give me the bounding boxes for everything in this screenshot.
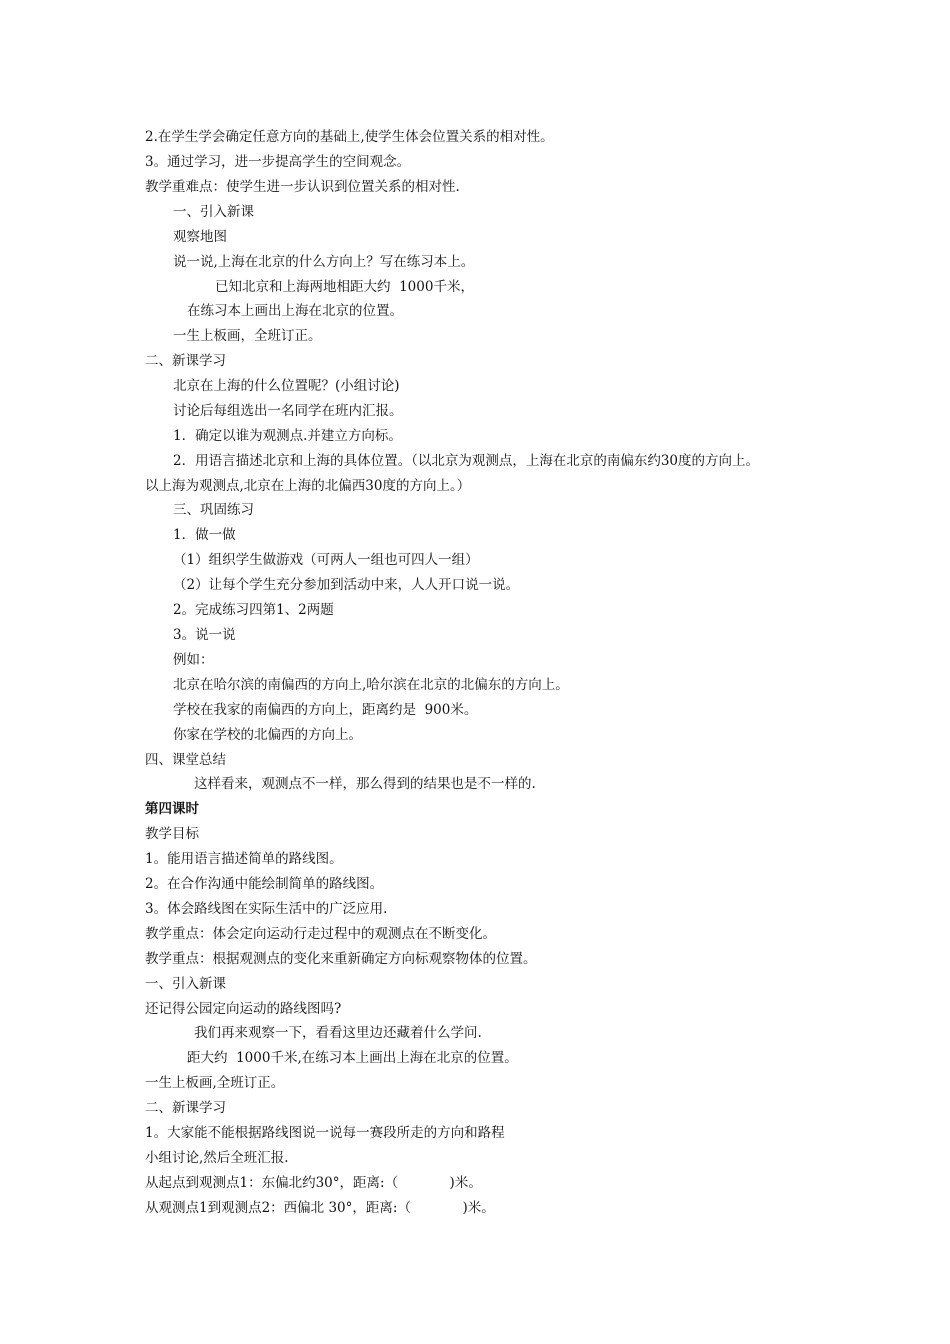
section-heading: 二、新课学习 <box>145 1100 226 1116</box>
text-line: 2。完成练习四第1、2两题 <box>173 602 334 618</box>
text-line: 学校在我家的南偏西的方向上，距离约是 900米。 <box>173 702 478 718</box>
text-line: 例如： <box>173 652 214 668</box>
section-heading: 一、引入新课 <box>173 204 254 220</box>
text-line: 我们再来观察一下，看看这里边还藏着什么学问. <box>194 1025 482 1041</box>
text-line: 一生上板画，全班订正。 <box>173 328 322 344</box>
text-line: 1。能用语言描述简单的路线图。 <box>145 851 343 867</box>
text-line: 1．确定以谁为观测点.并建立方向标。 <box>173 428 402 444</box>
text-line: 3。说一说 <box>173 627 236 643</box>
text-line: 还记得公园定向运动的路线图吗? <box>145 1001 342 1017</box>
text-line: 在练习本上画出上海在北京的位置。 <box>187 303 403 319</box>
text-line: 小组讨论,然后全班汇报. <box>145 1150 289 1166</box>
text-line: （1）组织学生做游戏（可两人一组也可四人一组） <box>173 552 479 568</box>
text-line: 教学重难点：使学生进一步认识到位置关系的相对性. <box>145 179 460 195</box>
section-heading: 二、新课学习 <box>145 353 226 369</box>
text-line: 教学重点：体会定向运动行走过程中的观测点在不断变化。 <box>145 926 496 942</box>
text-line: 从观测点1到观测点2：西偏北 30°，距离:（ )米。 <box>145 1200 495 1216</box>
text-line: 距大约 1000千米,在练习本上画出上海在北京的位置。 <box>187 1050 518 1066</box>
text-line: 说一说,上海在北京的什么方向上？写在练习本上。 <box>173 254 475 270</box>
text-line: 北京在哈尔滨的南偏西的方向上,哈尔滨在北京的北偏东的方向上。 <box>173 677 569 693</box>
text-line: 以上海为观测点,北京在上海的北偏西30度的方向上。） <box>145 478 471 494</box>
section-heading: 一、引入新课 <box>145 976 226 992</box>
text-line: 教学重点：根据观测点的变化来重新确定方向标观察物体的位置。 <box>145 951 537 967</box>
text-line: 从起点到观测点1：东偏北约30°，距离:（ )米。 <box>145 1175 482 1191</box>
text-line: 你家在学校的北偏西的方向上。 <box>173 727 362 743</box>
text-line: 北京在上海的什么位置呢？(小组讨论) <box>173 378 400 394</box>
section-heading: 四、课堂总结 <box>145 752 226 768</box>
text-line: （2）让每个学生充分参加到活动中来，人人开口说一说。 <box>173 577 520 593</box>
text-line: 一生上板画,全班订正。 <box>145 1075 285 1091</box>
text-line: 讨论后每组选出一名同学在班内汇报。 <box>173 403 403 419</box>
text-line: 观察地图 <box>173 229 227 245</box>
text-line: 2.在学生学会确定任意方向的基础上,使学生体会位置关系的相对性。 <box>145 129 554 145</box>
text-line: 1。大家能不能根据路线图说一说每一赛段所走的方向和路程 <box>145 1125 505 1141</box>
text-line: 1．做一做 <box>173 527 236 543</box>
text-line: 2。在合作沟通中能绘制简单的路线图。 <box>145 876 384 892</box>
lesson-title: 第四课时 <box>145 801 199 817</box>
text-line: 3。体会路线图在实际生活中的广泛应用. <box>145 901 388 917</box>
text-line: 已知北京和上海两地相距大约 1000千米， <box>215 279 474 295</box>
text-line: 3。通过学习，进一步提高学生的空间观念。 <box>145 154 411 170</box>
text-line: 教学目标 <box>145 826 199 842</box>
text-line: 这样看来，观测点不一样，那么得到的结果也是不一样的. <box>194 776 536 792</box>
text-line: 2．用语言描述北京和上海的具体位置。（以北京为观测点，上海在北京的南偏东约30度的方向上。 <box>173 453 760 469</box>
section-heading: 三、巩固练习 <box>173 502 254 518</box>
